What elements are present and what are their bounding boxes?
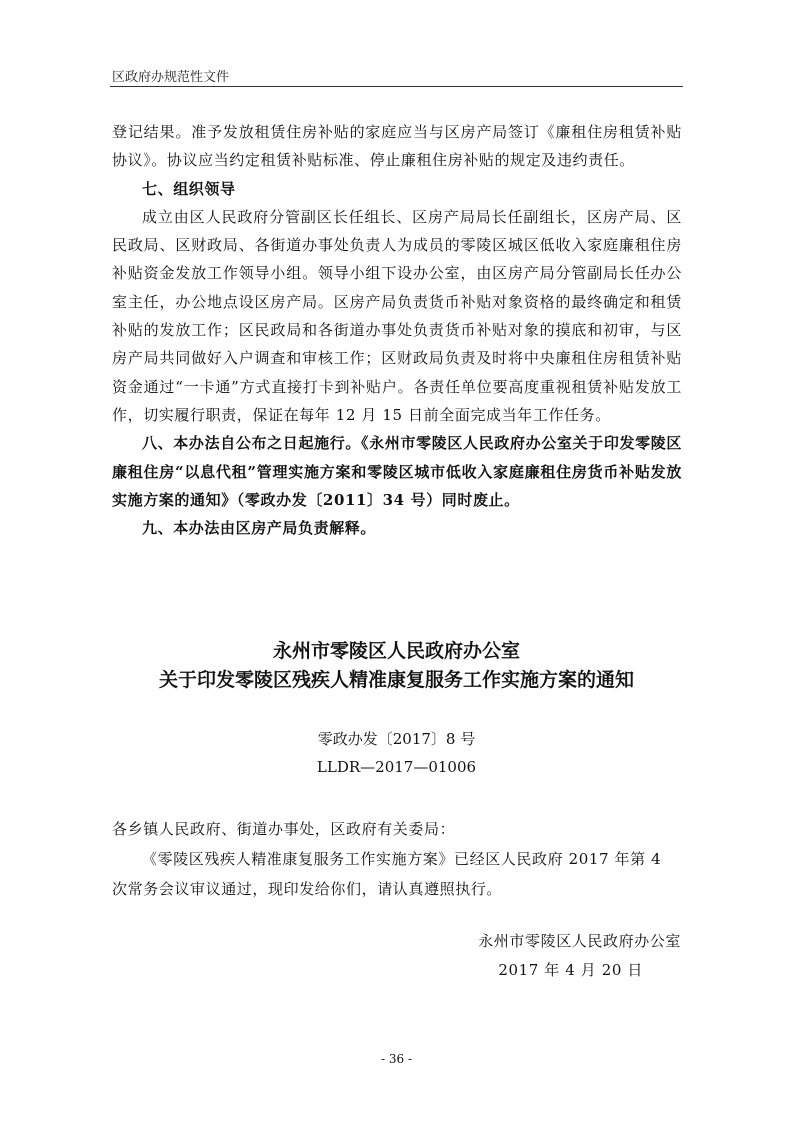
signature-date: 2017 年 4 月 20 日 [498, 961, 643, 979]
section-8-text: 八、本办法自公布之日起施行。《永州市零陵区人民政府办公室关于印发零陵区廉租住房“以息代租”管理实施方案和零陵区城市低收入家庭廉租住房货币补贴发放实施方案的通知》（零政办发〔2011〕34 号）同时废止。 [112, 434, 682, 509]
document-number: 零政办发〔2017〕8 号 [317, 730, 476, 748]
notice-paragraph: 《零陵区残疾人精准康复服务工作实施方案》已经区人民政府 2017 年第 4 次常务会议审议通过，现印发给你们，请认真遵照执行。 [112, 850, 662, 898]
continuation-text [112, 118, 682, 542]
notice-body [112, 814, 682, 904]
section-9-text: 九、本办法由区房产局负责解释。 [142, 519, 377, 538]
section-7-heading: 七、组织领导 [142, 179, 236, 198]
notice-title-line-2: 关于印发零陵区残疾人精准康复服务工作实施方案的通知 [158, 669, 634, 691]
notice-title-line-1: 永州市零陵区人民政府办公室 [272, 640, 520, 662]
running-header: 区政府办规范性文件 [112, 70, 230, 85]
header-divider [110, 86, 683, 87]
paragraph-registration: 登记结果。准予发放租赁住房补贴的家庭应当与区房产局签订《廉租住房租赁补贴协议》。协议应当约定租赁补贴标准、停止廉租住房补贴的规定及违约责任。 [112, 123, 682, 170]
section-7-body: 成立由区人民政府分管副区长任组长、区房产局局长任副组长，区房产局、区民政局、区财政局、各街道办事处负责人为成员的零陵区城区低收入家庭廉租住房补贴资金发放工作领导小组。领导小组下设办公室，由区房产局分管副局长任办公室主任，办公地点设区房产局。区房产局负责货币补贴对象资格的最终确定和租赁补贴的发放工作；区民政局和各街道办事处负责货币补贴对象的摸底和初审，与区房产局共同做好入户调查和审核工作；区财政局负责及时将中央廉租住房租赁补贴资金通过“一卡通”方式直接打卡到补贴户。各责任单位要高度重视租赁补贴发放工作，切实履行职责，保证在每年 12 月 15 日前全面完成当年工作任务。 [112, 207, 682, 424]
page-number: - 36 - [380, 1052, 412, 1066]
addressee: 各乡镇人民政府、街道办事处，区政府有关委局： [112, 820, 456, 838]
signature-organization: 永州市零陵区人民政府办公室 [478, 932, 681, 950]
registration-code: LLDR—2017—01006 [316, 758, 477, 776]
